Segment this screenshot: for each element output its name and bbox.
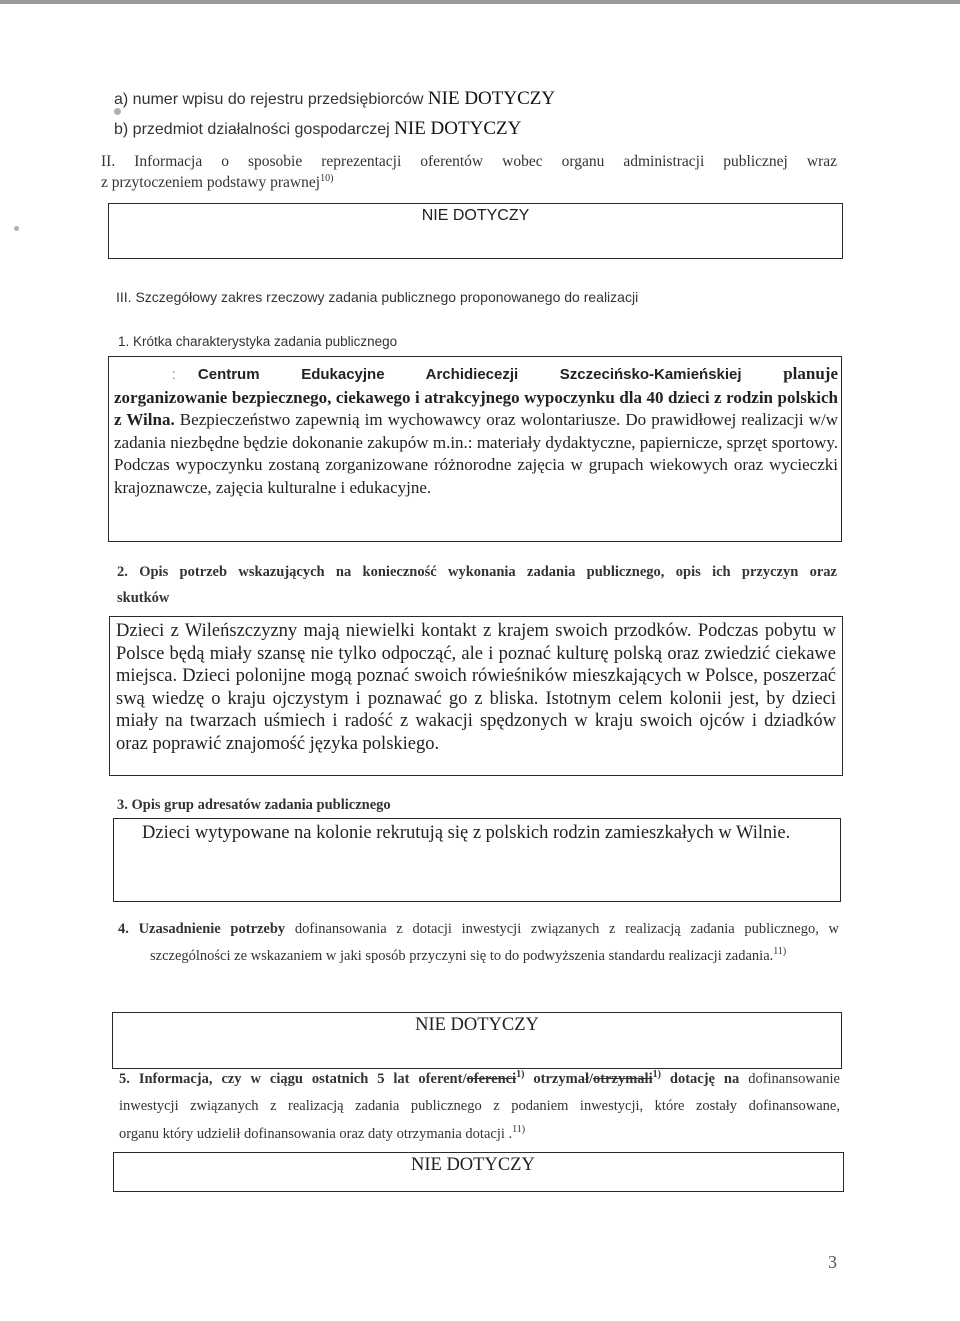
item3-heading: 3. Opis grup adresatów zadania publicznego xyxy=(117,797,391,813)
item5-heading: 5. Informacja, czy w ciągu ostatnich 5 lat oferent/oferenci$^{1)}$ otrzymał/otrzymali$^{1)}$ dotację na dofinansowanie xyxy=(119,1069,840,1087)
scan-speck xyxy=(114,108,121,115)
line-b-value: NIE DOTYCZY xyxy=(394,118,522,139)
item1-text: : Centrum Edukacyjne Archidiecezji Szczecińsko-Kamieńskiej planuje zorganizowanie bezpiecznego, ciekawego i atrakcyjnego wypoczynku dla 40 dzieci z rodzin polskich z Wilna. Bezpieczeństwo zapewnią im wychowawcy oraz wolontariusze. Do prawidłowej realizacji w/w zadania niezbędne będzie dokonanie zakupów m.in.: materiały dydaktyczne, papiernicze, sprzęt sportowy. Podczas wypoczynku zostaną zorganizowane różnorodne zajęcia w grupach wiekowych oraz wycieczki krajoznawcze, zajęcia kulturalne i edukacyjne. xyxy=(114,364,838,497)
item2-box xyxy=(109,616,843,776)
item3-box xyxy=(113,818,841,902)
item3-text: Dzieci wytypowane na kolonie rekrutują się z polskich rodzin zamieszkałych w Wilnie. xyxy=(142,823,791,843)
item4-heading: 4. Uzasadnienie potrzeby dofinansowania z dotacji inwestycji związanych z realizacją zadania publicznego, w xyxy=(118,921,839,937)
item2-text: Dzieci z Wileńszczyzny mają niewielki kontakt z krajem swoich przodków. Podczas pobytu w Polsce będą miały szansę nie tylko odpocząć, ale i poznać kulturę polską oraz zwiedzić ciekawe miejsca. Dzieci polonijne mogą poznać swoich rówieśników mieszkających w Polsce, poszerzać swą wiedzę o kraju ojczystym i poznawać go z bliska. Istotnym celem kolonii jest, by dzieci miały na twarzach uśmiech i radość z wakacji spędzonych w kraju swoich ojców i dziadków oraz poprawić znajomość języka polskiego. xyxy=(116,621,836,754)
item5-value: NIE DOTYCZY xyxy=(411,1155,535,1175)
line-b: b) przedmiot działalności gospodarczej NIE DOTYCZY xyxy=(114,118,522,139)
item2-heading-cont: skutków xyxy=(117,590,170,606)
item4-value: NIE DOTYCZY xyxy=(415,1015,539,1035)
line-a-value: NIE DOTYCZY xyxy=(427,88,556,109)
item2-heading: 2. Opis potrzeb wskazujących na konieczność wykonania zadania publicznego, opis ich przyczyn oraz xyxy=(117,564,837,580)
scan-edge xyxy=(0,0,960,4)
item5-box xyxy=(113,1152,844,1192)
section-ii-box xyxy=(108,203,843,259)
section-iii-heading: III. Szczegółowy zakres rzeczowy zadania publicznego proponowanego do realizacji xyxy=(116,289,639,305)
item4-heading-cont: szczególności ze wskazaniem w jaki sposób przyczyni się to do podwyższenia standardu realizacji zadania.$^{11)}$ xyxy=(150,946,787,964)
item1-heading: 1. Krótka charakterystyka zadania publicznego xyxy=(118,334,398,349)
section-ii-heading: II. Informacja o sposobie reprezentacji oferentów wobec organu administracji publicznej wraz xyxy=(101,153,837,170)
section-ii-heading-cont: z przytoczeniem podstawy prawnej$^{10)}$ xyxy=(101,172,334,191)
page-number: 3 xyxy=(828,1252,837,1272)
item4-box xyxy=(112,1012,842,1069)
item5-heading-line2: inwestycji związanych z realizacją zadania publicznego z podaniem inwestycji, które zostały dofinansowane, xyxy=(119,1098,840,1114)
item1-box xyxy=(108,356,842,542)
item5-heading-line3: organu który udzielił dofinansowania oraz daty otrzymania dotacji .$^{11)}$ xyxy=(119,1124,526,1142)
line-a: a) numer wpisu do rejestru przedsiębiorców NIE DOTYCZY xyxy=(114,88,556,109)
section-ii-value: NIE DOTYCZY xyxy=(421,207,530,224)
scan-speck xyxy=(14,226,19,231)
